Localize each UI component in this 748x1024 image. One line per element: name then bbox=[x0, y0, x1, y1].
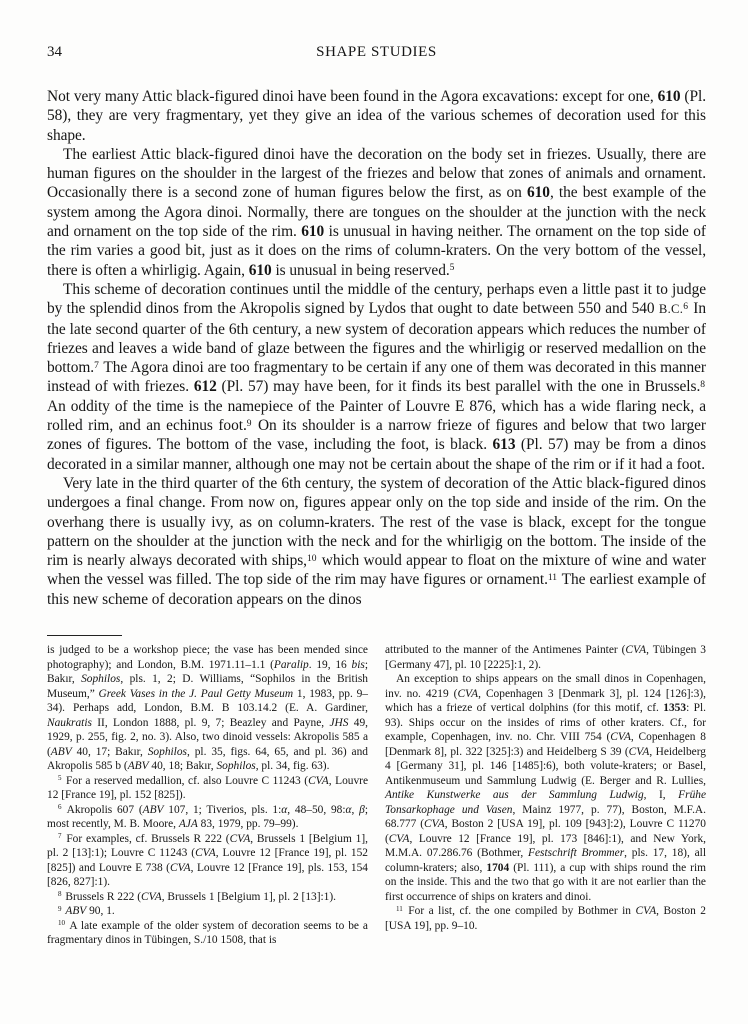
footnote-10-second-paragraph: An exception to ships appears on the small dinos in Copenhagen, inv. no. 4219 (CVA, Copenhagen 3 [Denmark 3], pl. 124 [126]:3), which has a frieze of vertical dolphins (for this motif, cf. 1353: Pl. 93). Ships occur on the insides of rims of other kraters. Cf., for example, Copenhagen, inv. no. Chr. VIII 754 (CVA, Copenhagen 8 [Denmark 8], pl. 322 [325]:3) and Heidelberg S 39 (CVA, Heidelberg 4 [Germany 31], pl. 146 [1485]:6), both volute-kraters; or Basel, Antikenmuseum und Sammlung Ludwig (E. Berger and R. Lullies, Antike Kunstwerke aus der Sammlung Ludwig, I, Frühe Tonsarkophage und Vasen, Mainz 1977, p. 77), Boston, M.F.A. 68.777 (CVA, Boston 2 [USA 19], pl. 109 [943]:2), Louvre C 11270 (CVA, Louvre 12 [France 19], pl. 173 [846]:1), and New York, M.M.A. 07.286.76 (Bothmer, Festschrift Brommer, pls. 17, 18), all column-kraters; also, 1704 (Pl. 111), a cup with ships round the rim on the inside. This and the two that go with it are not earlier than the first occurrence of ships on kraters and dinoi. bbox=[385, 673, 707, 903]
footnote-column-left bbox=[47, 643, 368, 948]
running-title: SHAPE STUDIES bbox=[316, 44, 437, 60]
footnotes bbox=[47, 643, 706, 948]
footnote-column-right bbox=[385, 643, 706, 948]
paragraph-1: Not very many Attic black-figured dinoi have been found in the Agora excavations: except for one, 610 (Pl. 58), they are very fragmentary, yet they give an idea of the various schemes of decoration used for this shape. bbox=[47, 88, 707, 144]
footnote-7: $^7$ For examples, cf. Brussels R 222 (CVA, Brussels 1 [Belgium 1], pl. 2 [13]:1); Louvre C 11243 (CVA, Louvre 12 [France 19], pl. 152 [825]) and Louvre E 738 (CVA, Louvre 12 [France 19], pls. 153, 154 [826, 827]:1). bbox=[47, 832, 368, 889]
page-number: 34 bbox=[47, 44, 62, 60]
paragraph-2: The earliest Attic black-figured dinoi have the decoration on the body set in friezes. Usually, there are human figures on the shoulder in the largest of the friezes and below that zones of animals and ornament. Occasionally there is a second zone of human figures below the first, as on 610, the best example of the system among the Agora dinoi. Normally, there are tongues on the shoulder at the junction with the neck and ornament on the top side of the rim. 610 is unusual in having neither. The ornament on the top side of the rim varies a good bit, just as it does on the rims of column-kraters. On the very bottom of the vessel, there is often a whirligig. Again, 610 is unusual in being reserved.$^5$ bbox=[47, 145, 707, 279]
footnote-8: $^8$ Brussels R 222 (CVA, Brussels 1 [Belgium 1], pl. 2 [13]:1). bbox=[58, 890, 337, 903]
running-header bbox=[47, 44, 706, 63]
footnote-separator-rule bbox=[47, 635, 122, 636]
paragraph-3: This scheme of decoration continues until the middle of the century, perhaps even a little past it to judge by the splendid dinos from the Akropolis signed by Lydos that ought to date between 550 and 540 B.C.$^6$ In the late second quarter of the 6th century, a new system of decoration appears which reduces the number of friezes and leaves a wide band of glaze between the figures and the whirligig or reserved medallion on the bottom.$^7$ The Agora dinoi are too fragmentary to be certain if any one of them was decorated in this manner instead of with friezes. 612 (Pl. 57) may have been, for it finds its best parallel with the one in Brussels.$^8$ An oddity of the time is the namepiece of the Painter of Louvre E 876, which has a wide flaring neck, a rolled rim, and an echinus foot.$^9$ On its shoulder is a narrow frieze of figures and below that two larger zones of figures. The bottom of the vase, including the foot, is black. 613 (Pl. 57) may be from a dinos decorated in a similar manner, although one may not be certain about the shape of the rim or if it had a foot. bbox=[47, 280, 707, 473]
footnote-10: $^{10}$ A late example of the older system of decoration seems to be a fragmentary dinos in Tübingen, S./10 1508, that is bbox=[47, 919, 368, 947]
footnote-10-continuation: attributed to the manner of the Antimenes Painter (CVA, Tübingen 3 [Germany 47], pl. 10 [2225]:1, 2). bbox=[385, 644, 706, 671]
footnote-5: $^5$ For a reserved medallion, cf. also Louvre C 11243 (CVA, Louvre 12 [France 19], pl. 152 [825]). bbox=[47, 774, 369, 802]
footnote-6: $^6$ Akropolis 607 (ABV 107, 1; Tiverios, pls. 1:α, 48–50, 98:α, β; most recently, M. B. Moore, AJA 83, 1979, pp. 79–99). bbox=[47, 803, 368, 831]
paragraph-4: Very late in the third quarter of the 6th century, the system of decoration of the Attic black-figured dinos undergoes a final change. From now on, figures appear only on the top side and inside of the rim. On the overhang there is usually ivy, as on column-kraters. The rest of the vase is black, except for the tongue pattern on the shoulder at the junction with the neck and for the whirligig on the bottom. The inside of the rim is nearly always decorated with ships,$^{10}$ which would appear to float on the mixture of wine and water when the vessel was filled. The top side of the rim may have figures or ornament.$^{11}$ The earliest example of this new scheme of decoration appears on the dinos bbox=[47, 474, 706, 608]
footnote-9: $^9$ ABV 90, 1. bbox=[58, 904, 115, 918]
footnote-continuation: is judged to be a workshop piece; the vase has been mended since photography); and London, B.M. 1971.11–1.1 (Paralip. 19, 16 bis; Bakır, Sophilos, pls. 1, 2; D. Williams, “Sophilos in the British Museum,” Greek Vases in the J. Paul Getty Museum 1, 1983, pp. 9–34). Perhaps add, London, B.M. B 103.14.2 (E. A. Gardiner, Naukratis II, London 1888, pl. 9, 7; Beazley and Payne, JHS 49, 1929, p. 255, fig. 2, no. 3). Also, two dinoid vessels: Akropolis 585 a (ABV 40, 17; Bakır, Sophilos, pl. 35, figs. 64, 65, and pl. 36) and Akropolis 585 b (ABV 40, 18; Bakır, Sophilos, pl. 34, fig. 63). bbox=[47, 644, 368, 773]
footnote-11: $^{11}$ For a list, cf. the one compiled by Bothmer in CVA, Boston 2 [USA 19], pp. 9–10. bbox=[385, 904, 706, 932]
body-text bbox=[47, 87, 706, 609]
